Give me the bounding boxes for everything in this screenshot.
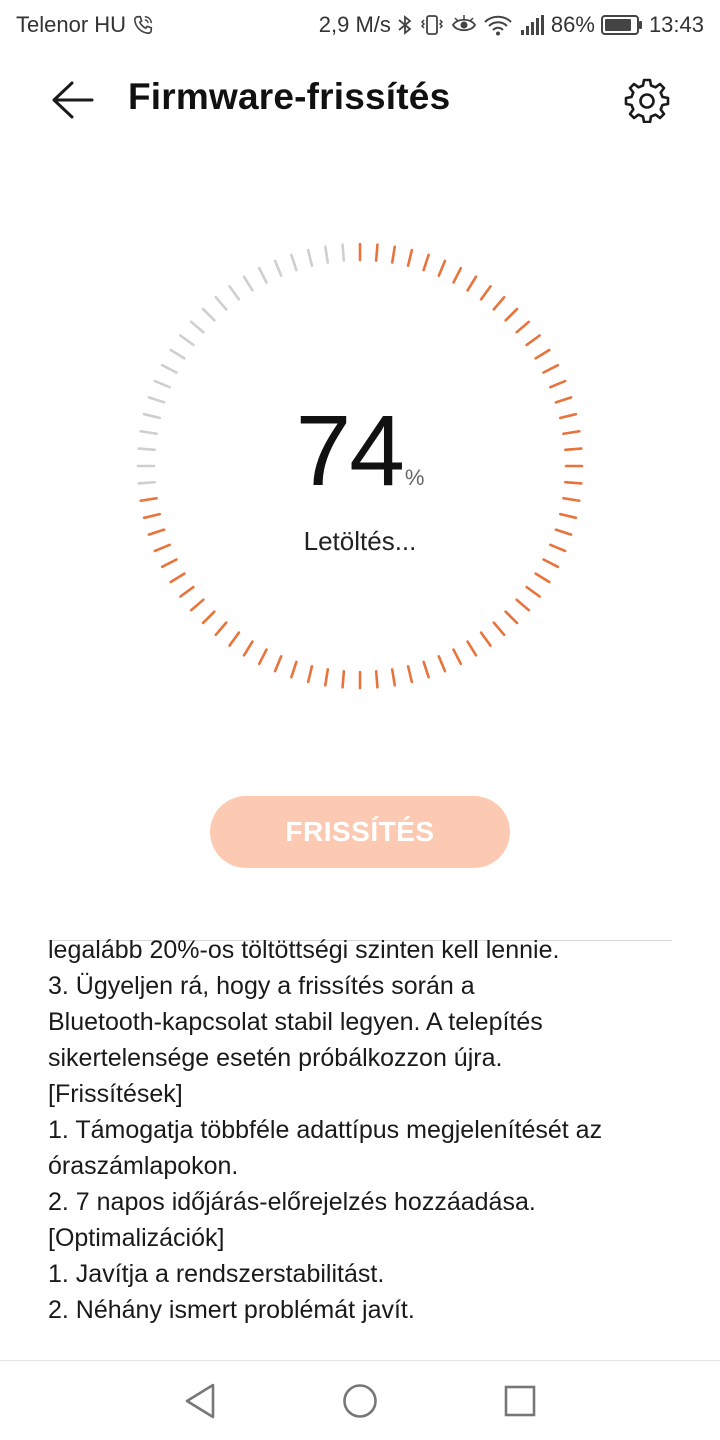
progress-tick-empty: [191, 322, 203, 332]
progress-tick-empty: [343, 245, 344, 261]
progress-tick-empty: [162, 365, 176, 372]
progress-tick-filled: [343, 671, 344, 687]
progress-tick-filled: [392, 247, 395, 263]
progress-tick-filled: [506, 612, 517, 623]
progress-tick-filled: [468, 277, 476, 291]
bluetooth-icon: [397, 13, 413, 37]
progress-tick-filled: [454, 650, 461, 664]
progress-tick-filled: [325, 669, 328, 685]
progress-tick-filled: [291, 662, 296, 677]
progress-tick-filled: [481, 286, 490, 299]
progress-percent-unit: %: [404, 465, 425, 490]
release-note-line: 3. Ügyeljen rá, hogy a frissítés során a: [48, 972, 475, 1000]
progress-tick-empty: [203, 309, 214, 320]
network-speed: 2,9 M/s: [318, 12, 391, 37]
progress-tick-filled: [171, 574, 185, 582]
progress-tick-filled: [527, 587, 540, 596]
nav-recents-button[interactable]: [498, 1379, 542, 1423]
carrier-name: Telenor HU: [16, 12, 127, 37]
progress-tick-filled: [408, 250, 412, 266]
progress-tick-filled: [439, 656, 445, 671]
nav-home-button[interactable]: [338, 1379, 382, 1423]
clock: 13:43: [648, 12, 704, 37]
progress-tick-empty: [230, 286, 239, 299]
battery-icon: [601, 14, 643, 36]
release-note-line: [Optimalizációk]: [48, 1224, 225, 1252]
release-note-line: sikertelensége esetén próbálkozzon újra.: [48, 1044, 503, 1072]
release-note-line: [Frissítések]: [48, 1080, 183, 1108]
progress-tick-filled: [439, 261, 445, 276]
vibrate-icon: [419, 13, 445, 37]
status-bar: [0, 0, 720, 50]
navigation-bar: [0, 1361, 720, 1440]
app-bar: [0, 50, 720, 150]
download-status: Letöltés...: [303, 526, 417, 556]
release-note-line: 2. Néhány ismert problémát javít.: [48, 1296, 415, 1324]
progress-tick-empty: [171, 350, 185, 358]
release-note-line: 1. Javítja a rendszerstabilitást.: [48, 1260, 385, 1288]
phone-call-icon: [132, 14, 154, 36]
progress-tick-filled: [536, 350, 550, 358]
progress-tick-filled: [376, 671, 377, 687]
progress-tick-filled: [180, 587, 193, 596]
progress-tick-filled: [424, 662, 429, 677]
progress-readout: [130, 394, 590, 509]
triangle-back-icon: [183, 1382, 217, 1420]
progress-tick-filled: [376, 245, 377, 261]
status-left: [16, 12, 154, 38]
progress-tick-filled: [162, 560, 176, 567]
progress-tick-filled: [468, 642, 476, 656]
battery-percent: 86%: [550, 12, 595, 37]
progress-tick-filled: [506, 309, 517, 320]
circle-home-icon: [341, 1382, 379, 1420]
release-notes[interactable]: [48, 924, 672, 1336]
progress-tick-filled: [536, 574, 550, 582]
progress-tick-filled: [454, 268, 461, 282]
progress-percent-value: 74: [295, 395, 403, 507]
progress-tick-filled: [544, 365, 558, 372]
release-notes-text: [48, 932, 672, 1328]
progress-tick-filled: [203, 612, 214, 623]
eye-icon: [451, 13, 477, 37]
release-note-line: 1. Támogatja többféle adattípus megjelenítését az: [48, 1116, 603, 1144]
progress-tick-filled: [481, 633, 490, 646]
status-right: [319, 12, 704, 38]
progress-tick-filled: [216, 623, 226, 635]
progress-tick-empty: [216, 297, 226, 309]
arrow-left-icon: [50, 80, 94, 120]
progress-tick-filled: [527, 336, 540, 345]
progress-dial: [130, 236, 590, 696]
progress-tick-empty: [325, 247, 328, 263]
settings-button[interactable]: [614, 70, 680, 130]
nav-back-button[interactable]: [178, 1379, 222, 1423]
progress-tick-filled: [550, 381, 565, 387]
progress-tick-empty: [180, 336, 193, 345]
update-button[interactable]: FRISSÍTÉS: [210, 796, 510, 868]
progress-tick-filled: [408, 666, 412, 682]
release-note-line: legalább 20%-os töltöttségi szinten kell lennie.: [48, 936, 560, 964]
progress-tick-filled: [517, 322, 529, 332]
progress-tick-empty: [308, 250, 312, 266]
gear-icon: [624, 77, 670, 123]
progress-tick-filled: [259, 650, 266, 664]
progress-tick-empty: [244, 277, 252, 291]
progress-tick-filled: [244, 642, 252, 656]
progress-tick-filled: [517, 600, 529, 610]
progress-tick-empty: [259, 268, 266, 282]
progress-tick-filled: [494, 297, 504, 309]
release-note-line: óraszámlapokon.: [48, 1152, 239, 1180]
signal-icon: [519, 13, 545, 37]
progress-tick-filled: [392, 669, 395, 685]
progress-tick-empty: [291, 255, 296, 270]
wifi-icon: [483, 13, 513, 37]
page-title: Firmware-frissítés: [128, 76, 451, 117]
progress-tick-filled: [494, 623, 504, 635]
release-note-line: Bluetooth-kapcsolat stabil legyen. A telepítés: [48, 1008, 543, 1036]
progress-tick-filled: [560, 514, 576, 518]
progress-tick-filled: [424, 255, 429, 270]
square-recents-icon: [503, 1384, 537, 1418]
progress-tick-filled: [191, 600, 203, 610]
progress-tick-filled: [544, 560, 558, 567]
progress-tick-filled: [275, 656, 281, 671]
progress-tick-filled: [230, 633, 239, 646]
progress-tick-empty: [275, 261, 281, 276]
back-button[interactable]: [40, 72, 104, 128]
progress-tick-filled: [308, 666, 312, 682]
progress-tick-empty: [155, 381, 170, 387]
release-note-line: 2. 7 napos időjárás-előrejelzés hozzáadása.: [48, 1188, 536, 1216]
progress-tick-filled: [144, 514, 160, 518]
